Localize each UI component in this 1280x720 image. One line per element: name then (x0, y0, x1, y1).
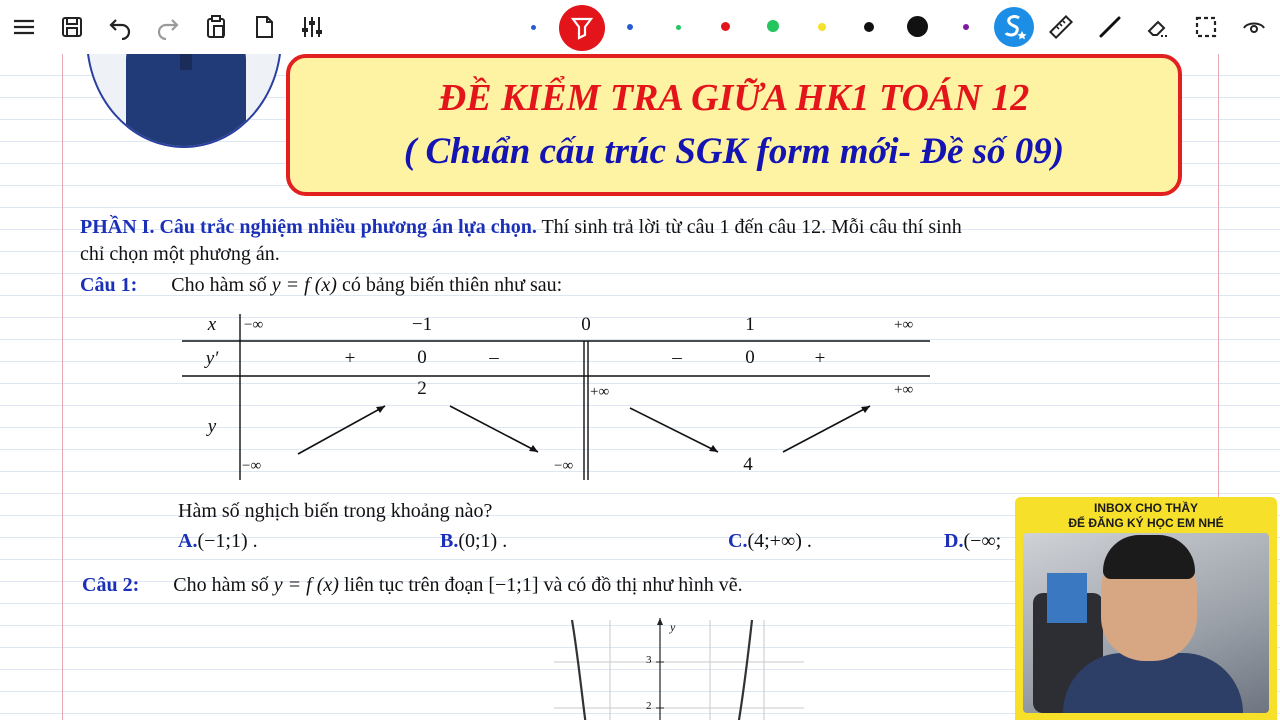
x-value: −∞ (244, 317, 264, 333)
y-value: −∞ (554, 458, 574, 474)
highlighter-tool-button[interactable] (559, 5, 605, 51)
y-value: −∞ (242, 458, 262, 474)
arrow-down-1 (450, 406, 538, 452)
option-d[interactable]: D.(−∞; (944, 530, 1002, 552)
arrow-down-2 (630, 408, 718, 452)
question-1-ask: Hàm số nghịch biến trong khoảng nào? (178, 500, 493, 522)
question-2-label: Câu 2: (82, 574, 140, 596)
menu-icon[interactable] (6, 9, 42, 45)
y-prime-sign: 0 (745, 347, 755, 368)
arrow-up-2 (783, 406, 870, 452)
curve-right (738, 620, 752, 720)
x-value: −1 (411, 314, 433, 335)
pen-color-purple[interactable] (963, 24, 969, 30)
part1-instruction-line1 (80, 216, 962, 239)
eye-icon[interactable] (1236, 9, 1272, 45)
y-value: 2 (417, 378, 427, 399)
question-2-stem: Câu 2: Cho hàm số y = f (x) liên tục trên đoạn [−1;1] và có đồ thị như hình vẽ. (82, 574, 743, 596)
arrow-up-1 (298, 406, 385, 454)
question-1-formula: y = f (x) (271, 274, 337, 296)
question-2-formula: y = f (x) (273, 574, 339, 596)
question-2-interval: [−1;1] (488, 574, 539, 596)
webcam-overlay (1015, 497, 1277, 720)
y-prime-sign: 0 (417, 347, 427, 368)
variation-table (180, 312, 932, 482)
y-value: +∞ (590, 384, 610, 400)
pen-color-blue[interactable] (627, 24, 633, 30)
row-label-x: x (207, 314, 217, 335)
shape-recognition-icon[interactable] (994, 7, 1034, 47)
teacher-photo (86, 54, 282, 148)
exam-subtitle: ( Chuẩn cấu trúc SGK form mới- Đề số 09) (403, 131, 1065, 172)
y-prime-sign: – (672, 347, 682, 368)
row-label-y-prime: y′ (205, 348, 219, 369)
question-2-graph (550, 616, 810, 720)
selection-icon[interactable] (1188, 9, 1224, 45)
pen-color-black-large[interactable] (907, 16, 928, 37)
y-prime-sign: – (489, 347, 499, 368)
eraser-icon[interactable] (1140, 9, 1176, 45)
x-value: +∞ (894, 317, 914, 333)
undo-icon[interactable] (102, 9, 138, 45)
question-1-label: Câu 1: (80, 274, 138, 296)
option-c[interactable]: C.(4;+∞) . (728, 530, 812, 552)
y-value: 4 (743, 454, 753, 475)
graph-y-label: y (670, 620, 676, 634)
pen-color-black-small[interactable] (864, 22, 874, 32)
pen-color-green[interactable] (767, 20, 779, 32)
x-value: 0 (581, 314, 591, 335)
graph-plot (550, 616, 810, 720)
toolbar (0, 0, 1280, 54)
webcam-message-line2: ĐỂ ĐĂNG KÝ HỌC EM NHÉ (1068, 516, 1224, 530)
pen-color-blue-small[interactable] (531, 25, 536, 30)
exam-title-banner (286, 54, 1182, 196)
part1-text: Thí sinh trả lời từ câu 1 đến câu 12. Mỗi câu thí sinh (536, 216, 962, 238)
part1-heading: PHẦN I. Câu trắc nghiệm nhiều phương án lựa chọn. (80, 216, 537, 238)
exam-title: ĐỀ KIỂM TRA GIỮA HK1 TOÁN 12 (438, 77, 1030, 119)
part1-instruction-line2: chỉ chọn một phương án. (80, 243, 280, 265)
pen-icon[interactable] (1092, 9, 1128, 45)
ruler-icon[interactable] (1043, 9, 1079, 45)
pen-color-yellow[interactable] (818, 23, 826, 31)
webcam-video (1023, 533, 1269, 713)
pen-color-red[interactable] (721, 22, 730, 31)
y-prime-sign: + (344, 348, 356, 369)
y-prime-sign: + (814, 348, 826, 369)
y-value: +∞ (894, 382, 914, 398)
highlighter-icon (559, 5, 605, 51)
webcam-message-line1: INBOX CHO THẦY (1093, 501, 1198, 515)
question-1-stem: Câu 1: Cho hàm số y = f (x) có bảng biến thiên như sau: (80, 274, 563, 296)
graph-tick: 3 (646, 654, 652, 666)
save-icon[interactable] (54, 9, 90, 45)
redo-icon[interactable] (150, 9, 186, 45)
option-a[interactable]: A.(−1;1) . (178, 530, 258, 552)
sliders-icon[interactable] (294, 9, 330, 45)
page-icon[interactable] (246, 9, 282, 45)
graph-tick: 2 (646, 700, 652, 712)
option-b[interactable]: B.(0;1) . (440, 530, 508, 552)
variation-table-lines (180, 312, 932, 482)
pen-color-green-small[interactable] (676, 25, 681, 30)
clipboard-icon[interactable] (198, 9, 234, 45)
x-value: 1 (745, 314, 755, 335)
curve-left (572, 620, 586, 720)
row-label-y: y (207, 416, 217, 437)
left-margin-line (62, 54, 63, 720)
